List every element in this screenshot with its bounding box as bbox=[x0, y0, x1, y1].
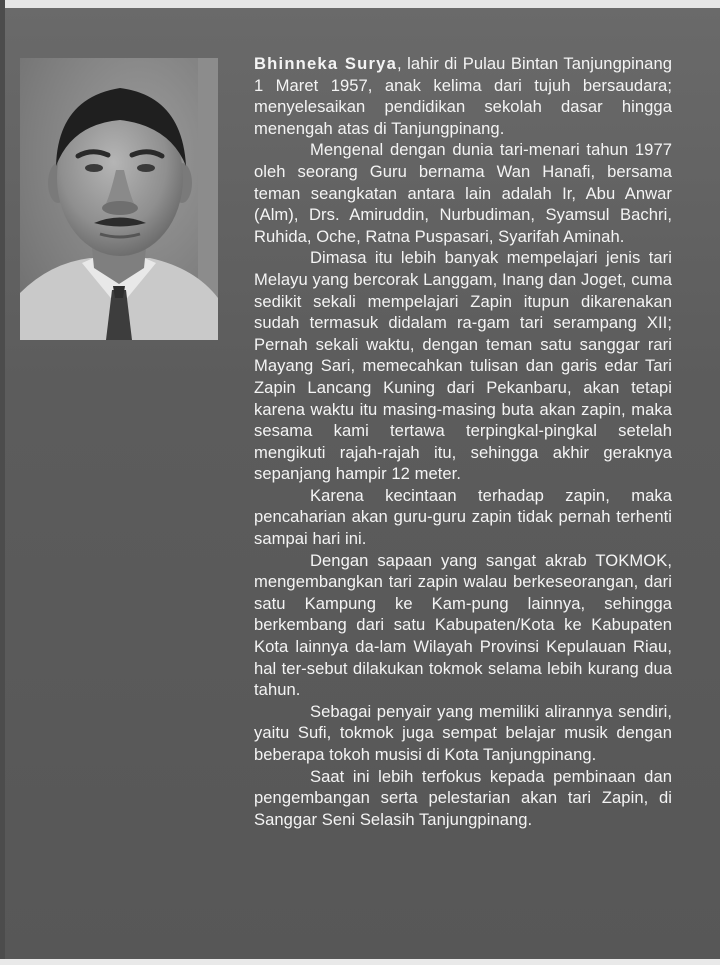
bio-paragraph-intro bbox=[254, 53, 672, 139]
bio-paragraph: Sebagai penyair yang memiliki alirannya sendiri, yaitu Sufi, tokmok juga sempat belajar musik dengan beberapa tokoh musisi di Kota Tanjungpinang. bbox=[254, 701, 672, 764]
biography-text bbox=[254, 53, 672, 830]
page-top-margin bbox=[0, 0, 720, 8]
page-left-edge bbox=[0, 0, 5, 965]
bio-paragraph: Saat ini lebih terfokus kepada pembinaan dan pengembangan serta pelestarian akan tari Zapin, di Sanggar Seni Selasih Tanjungpinang. bbox=[254, 766, 672, 829]
page-bottom-margin bbox=[0, 959, 720, 965]
bio-paragraph: Karena kecintaan terhadap zapin, maka pencaharian akan guru-guru zapin tidak pernah terhenti sampai hari ini. bbox=[254, 485, 672, 549]
portrait-image bbox=[20, 58, 218, 340]
bio-paragraph: Mengenal dengan dunia tari-menari tahun 1977 oleh seorang Guru bernama Wan Hanafi, bersama teman seangkatan antara lain adalah Ir, Abu Anwar (Alm), Drs. Amiruddin, Nurbudiman, Syamsul Bachri, Ruhida, Oche, Ratna Puspasari, Syarifah Aminah. bbox=[254, 140, 672, 246]
author-portrait-photo bbox=[20, 58, 218, 340]
bio-paragraph: Dimasa itu lebih banyak mempelajari jenis tari Melayu yang bercorak Langgam, Inang dan Joget, cuma sedikit sekali mempelajari Zapin itupun dikarenakan sudah termasuk didalam ra-gam tari serampang XII; Pernah sekali waktu, dengan teman satu sanggar rari Mayang Sari, memecahkan tulisan dan garis edar Tari Zapin Lancang Kuning dari Pekanbaru, akan tetapi karena waktu itu masing-masing buta akan zapin, maka sesama kami tertawa terpingkal-pingkal setelah mengikuti rajah-rajah itu, sehingga akhir geraknya sepanjang hampir 12 meter. bbox=[254, 248, 672, 484]
bio-paragraph: Dengan sapaan yang sangat akrab TOKMOK, mengembangkan tari zapin walau berkeseorangan, dari satu Kampung ke Kam-pung lainnya, sehingga berkembang dari satu Kabupaten/Kota ke Kabupaten Kota lainnya da-lam Wilayah Provinsi Kepulauan Riau, hal ter-sebut dilakukan tokmok selama lebih kurang dua tahun. bbox=[254, 550, 672, 700]
bio-intro-text: , lahir di Pulau Bintan Tanjungpinang 1 Maret 1957, anak kelima dari tujuh bersaudara; menyelesaikan pendidikan sekolah dasar hingga menengah atas di Tanjungpinang. bbox=[254, 54, 672, 138]
author-name: Bhinneka Surya bbox=[254, 54, 398, 73]
